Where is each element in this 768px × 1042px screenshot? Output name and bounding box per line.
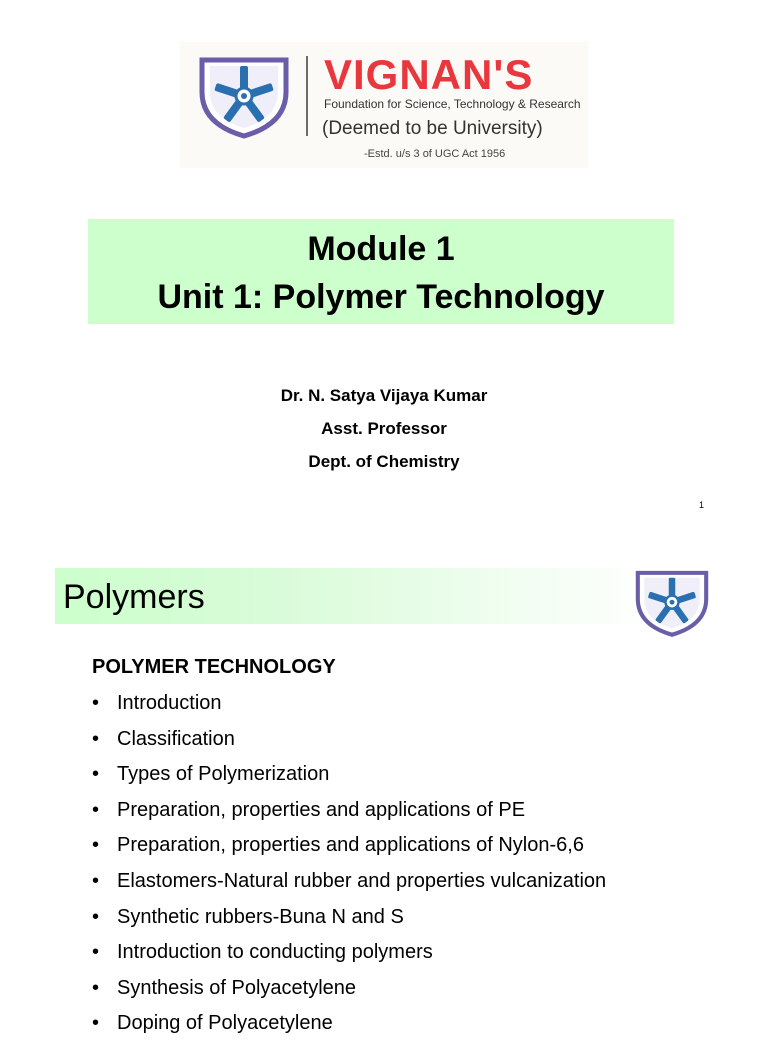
title-box <box>88 219 674 324</box>
topic-item: • Classification <box>92 722 606 758</box>
university-shield-small-icon <box>632 568 712 638</box>
section-title-bar <box>55 568 655 624</box>
topic-item: • Preparation, properties and applications of PE <box>92 793 606 829</box>
university-foundation: Foundation for Science, Technology & Research <box>324 97 581 111</box>
section-title: Polymers <box>63 578 205 616</box>
topic-item: • Introduction <box>92 686 606 722</box>
page-number: 1 <box>699 500 705 510</box>
topic-item: • Elastomers-Natural rubber and properties vulcanization <box>92 864 606 900</box>
topics-list <box>92 686 606 1042</box>
author-name: Dr. N. Satya Vijaya Kumar <box>280 386 488 405</box>
logo-divider <box>306 56 308 136</box>
topic-item: • Introduction to conducting polymers <box>92 935 606 971</box>
university-status: (Deemed to be University) <box>322 118 543 139</box>
module-title: Module 1 <box>307 230 455 268</box>
topic-item: • Synthetic rubbers-Buna N and S <box>92 900 606 936</box>
topic-item: • Synthesis of Polyacetylene <box>92 971 606 1007</box>
university-establishment: -Estd. u/s 3 of UGC Act 1956 <box>364 148 506 160</box>
university-shield-icon <box>196 54 292 140</box>
topic-item: • Preparation, properties and applications of Nylon-6,6 <box>92 828 606 864</box>
topic-item: • Doping of Polyacetylene <box>92 1006 606 1042</box>
author-position: Asst. Professor <box>321 419 447 438</box>
university-name: VIGNAN'S <box>324 51 534 98</box>
unit-title: Unit 1: Polymer Technology <box>157 278 605 316</box>
author-department: Dept. of Chemistry <box>308 452 460 471</box>
topics-heading: POLYMER TECHNOLOGY <box>92 656 336 678</box>
topic-item: • Types of Polymerization <box>92 757 606 793</box>
university-logo <box>180 42 588 168</box>
